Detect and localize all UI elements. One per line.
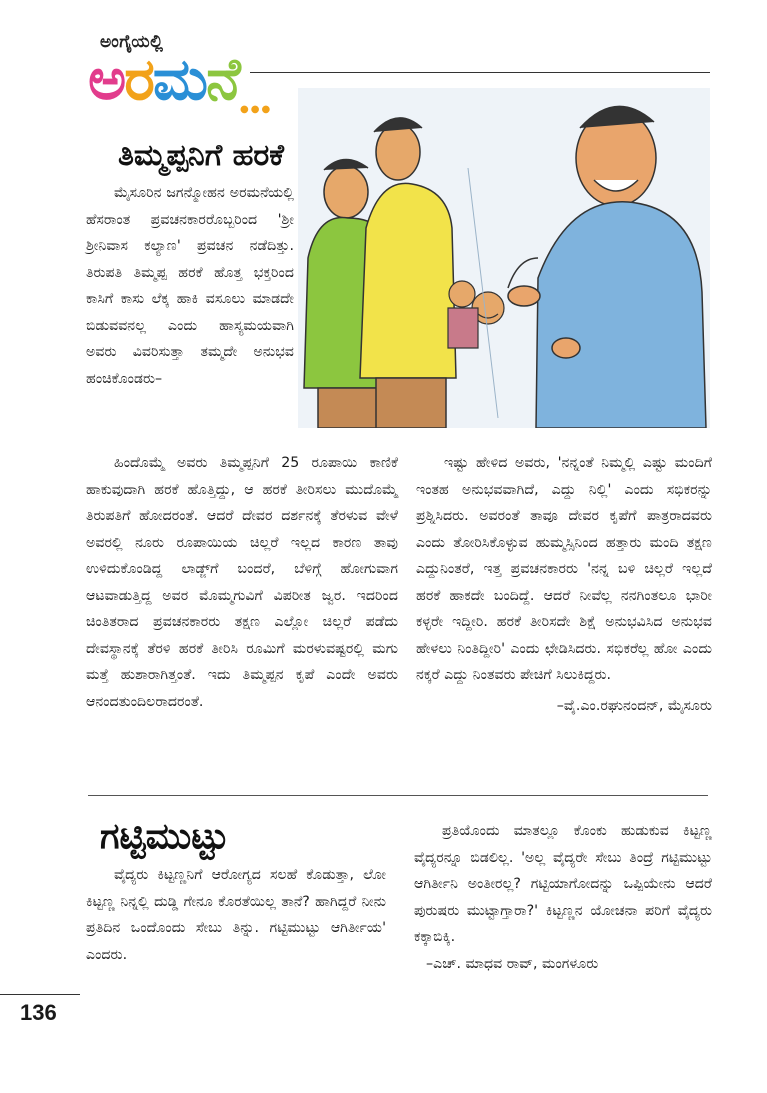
- article-paragraph: ಮೈಸೂರಿನ ಜಗನ್ಮೋಹನ ಅರಮನೆಯಲ್ಲಿ ಹೆಸರಾಂತ ಪ್ರವಚನಕಾರರೊಬ್ಬರಿಂದ 'ಶ್ರೀ ಶ್ರೀನಿವಾಸ ಕಲ್ಯಾಣ' ಪ್ರವಚನ ನಡೆದಿತ್ತು. ತಿರುಪತಿ ತಿಮ್ಮಪ್ಪ ಹರಕೆ ಹೊತ್ತ ಭಕ್ತರಿಂದ ಕಾಸಿಗೆ ಕಾಸು ಲೆಕ್ಕ ಹಾಕಿ ವಸೂಲು ಮಾಡದೇ ಬಿಡುವವನಲ್ಲ ಎಂದು ಹಾಸ್ಯಮಯವಾಗಿ ಅವರು ವಿವರಿಸುತ್ತಾ ತಮ್ಮದೇ ಅನುಭವ ಹಂಚಿಕೊಂಡರು–: [86, 185, 294, 387]
- logo-dots: ●●●: [240, 104, 273, 115]
- logo-subtitle: ಅಂಗೈಯಲ್ಲಿ: [100, 32, 164, 52]
- cartoon-illustration: [298, 88, 710, 428]
- article-paragraph: ವೈದ್ಯರು ಕಿಟ್ಟಣ್ಣನಿಗೆ ಆರೋಗ್ಯದ ಸಲಹೆ ಕೊಡುತ್ತಾ, ಲೋ ಕಿಟ್ಟಣ್ಣ ನಿನ್ನಲ್ಲಿ ದುಡ್ಡಿ ಗೇನೂ ಕೊರತೆಯಿಲ್ಲ ತಾನೆ? ಹಾಗಿದ್ದರೆ ನೀನು ಪ್ರತಿದಿನ ಒಂದೊಂದು ಸೇಬು ತಿನ್ನು. ಗಟ್ಟಿಮುಟ್ಟು ಆಗಿರ್ತೀಯ' ಎಂದರು.: [86, 867, 386, 963]
- logo-letter: ಅ: [88, 45, 125, 113]
- article-paragraph: ಇಷ್ಟು ಹೇಳಿದ ಅವರು, 'ನನ್ನಂತೆ ನಿಮ್ಮಲ್ಲಿ ಎಷ್ಟು ಮಂದಿಗೆ ಇಂತಹ ಅನುಭವವಾಗಿದೆ, ಎದ್ದು ನಿಲ್ಲಿ' ಎಂದು ಸಭಿಕರನ್ನು ಪ್ರಶ್ನಿಸಿದರು. ಅವರಂತೆ ತಾವೂ ದೇವರ ಕೃಪೆಗೆ ಪಾತ್ರರಾದವರು ಎಂದು ತೋರಿಸಿಕೊಳ್ಳುವ ಹುಮ್ಮಸ್ಸಿನಿಂದ ಹತ್ತಾರು ಮಂದಿ ತಕ್ಷಣ ಎದ್ದುನಿಂತರೆ, ಇತ್ತ ಪ್ರವಚನಕಾರರು 'ನನ್ನ ಬಳಿ ಚಿಲ್ಲರೆ ಇಲ್ಲದೆ ಹರಕೆ ಹಾಕದೇ ಬಂದಿದ್ದೆ. ಆದರೆ ನೀವೆಲ್ಲ ನನಗಿಂತಲೂ ಭಾರೀ ಕಳ್ಳರೇ ಇದ್ದೀರಿ. ಹರಕೆ ತೀರಿಸದೇ ಶಿಕ್ಷೆ ಅನುಭವಿಸಿದ ಅನುಭವ ಹೇಳಲು ನಿಂತಿದ್ದೀರಿ' ಎಂದು ಛೇಡಿಸಿದರು. ಸಭಿಕರೆಲ್ಲ ಹೋ ಎಂದು ನಕ್ಕರೆ ಎದ್ದು ನಿಂತವರು ಪೇಚಿಗೆ ಸಿಲುಕಿದ್ದರು.: [416, 455, 712, 683]
- logo-letter: ನೆ: [206, 45, 239, 113]
- article-paragraph: ಪ್ರತಿಯೊಂದು ಮಾತಲ್ಲೂ ಕೊಂಕು ಹುಡುಕುವ ಕಿಟ್ಟಣ್ಣ ವೈದ್ಯರನ್ನೂ ಬಿಡಲಿಲ್ಲ. 'ಅಲ್ಲ ವೈದ್ಯರೇ ಸೇಬು ತಿಂದ್ರೆ ಗಟ್ಟಿಮುಟ್ಟು ಆಗಿರ್ತೀನಿ ಅಂತೀರಲ್ಲ? ಗಟ್ಟಿಯಾಗೋದನ್ನು ಒಪ್ಪಿಯೇನು ಆದರೆ ಪುರುಷರು ಮುಟ್ಟಾಗ್ತಾರಾ?' ಕಿಟ್ಟಣ್ಣನ ಯೋಚನಾ ಪರಿಗೆ ವೈದ್ಯರು ಕಕ್ಕಾಬಿಕ್ಕಿ.: [414, 823, 712, 945]
- article-paragraph: ಹಿಂದೊಮ್ಮೆ ಅವರು ತಿಮ್ಮಪ್ಪನಿಗೆ 25 ರೂಪಾಯಿ ಕಾಣಿಕೆ ಹಾಕುವುದಾಗಿ ಹರಕೆ ಹೊತ್ತಿದ್ದು, ಆ ಹರಕೆ ತೀರಿಸಲು ಮುದೊಮ್ಮೆ ತಿರುಪತಿಗೆ ಹೋದರಂತೆ. ಆದರೆ ದೇವರ ದರ್ಶನಕ್ಕೆ ತೆರಳುವ ವೇಳೆ ಅವರಲ್ಲಿ ನೂರು ರೂಪಾಯಿಯ ಚಿಲ್ಲರೆ ಇಲ್ಲದ ಕಾರಣ ತಾವು ಉಳಿದುಕೊಂಡಿದ್ದ ಲಾಡ್ಜ್‌ಗೆ ಬಂದರೆ, ಬೆಳಿಗ್ಗೆ ಹೋಗುವಾಗ ಆಟವಾಡುತ್ತಿದ್ದ ಅವರ ಮೊಮ್ಮಗುವಿಗೆ ವಿಪರೀತ ಜ್ವರ. ಇದರಿಂದ ಚಿಂತಿತರಾದ ಪ್ರವಚನಕಾರರು ತಕ್ಷಣ ಎಲ್ಲೋ ಚಿಲ್ಲರೆ ಪಡೆದು ದೇವಸ್ಥಾನಕ್ಕೆ ತೆರಳಿ ಹರಕೆ ತೀರಿಸಿ ರೂಮಿಗೆ ಮರಳುವಷ್ಟರಲ್ಲಿ ಮಗು ಮತ್ತೆ ಹುಶಾರಾಗಿತ್ತಂತೆ. ಇದು ತಿಮ್ಮಪ್ಪನ ಕೃಪೆ ಎಂದೇ ಅವರು ಆನಂದತುಂದಿಲರಾದರಂತೆ.: [86, 455, 398, 710]
- article-column: [414, 818, 712, 977]
- article-column: [86, 862, 386, 968]
- article-column: [416, 450, 712, 719]
- article-column: [86, 450, 398, 715]
- magazine-section-logo: [88, 28, 288, 118]
- section-divider: [88, 795, 708, 796]
- logo-title: [88, 45, 239, 113]
- logo-letter: ಮ: [152, 45, 207, 113]
- article-title: ತಿಮ್ಮಪ್ಪನಿಗೆ ಹರಕೆ: [118, 138, 284, 173]
- author-credit: –ಎಚ್. ಮಾಧವ ರಾವ್, ಮಂಗಳೂರು: [426, 955, 599, 972]
- page-number: 136: [20, 1000, 57, 1025]
- article-column: [86, 180, 294, 392]
- logo-letter: ರ: [124, 45, 153, 113]
- footer-rule: [0, 994, 80, 995]
- header-rule: [250, 72, 710, 73]
- author-credit: –ವೈ.ಎಂ.ರಘುನಂದನ್, ಮೈಸೂರು: [556, 697, 712, 714]
- article-title: ಗಟ್ಟಿಮುಟ್ಟು: [100, 816, 229, 857]
